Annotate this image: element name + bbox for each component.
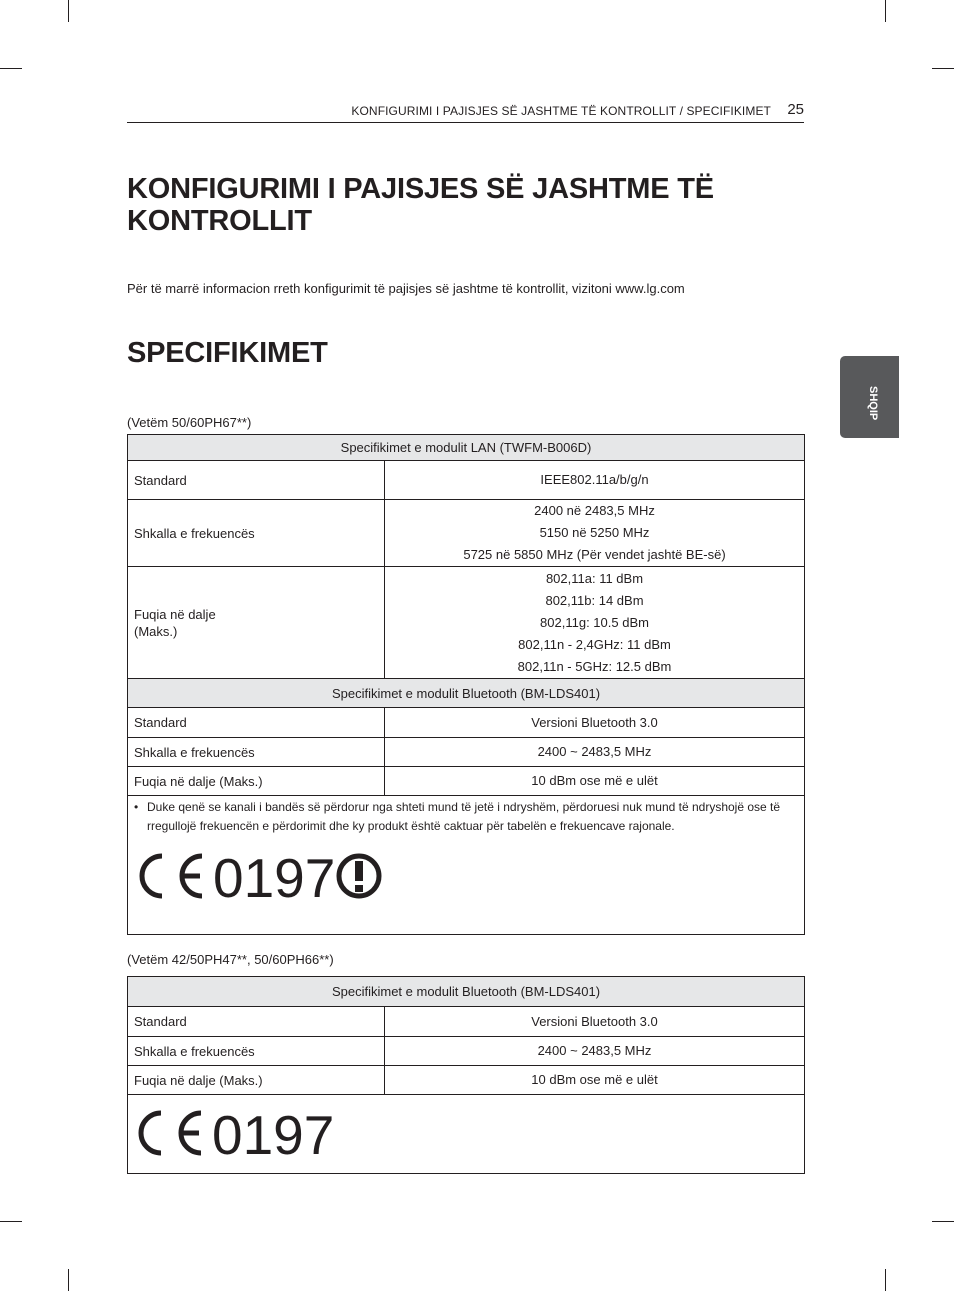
row-label: Shkalla e frekuencës (128, 500, 385, 567)
crop-mark (885, 1269, 886, 1291)
ce-mark-logo (136, 848, 391, 904)
running-header (127, 100, 804, 123)
power-value: 802,11b: 14 dBm (545, 592, 644, 608)
row-label: Fuqia në dalje (Maks.) (128, 767, 385, 796)
ce-mark-row (128, 1095, 805, 1174)
footnote-cell (128, 796, 805, 935)
table-row (128, 435, 805, 461)
row-label: Standard (128, 1007, 385, 1037)
crop-mark (932, 1221, 954, 1222)
crop-mark (0, 68, 22, 69)
bluetooth-module-header: Specifikimet e modulit Bluetooth (BM-LDS401) (128, 977, 805, 1007)
footnote-row (128, 796, 805, 935)
row-value: 10 dBm ose më e ulët (385, 1066, 805, 1095)
ce-number: 0197 (212, 1105, 335, 1161)
row-label: Fuqia në dalje (Maks.) (128, 567, 385, 679)
spec-table-2 (127, 976, 805, 1174)
ce-mark-area (134, 848, 798, 918)
language-tab (840, 356, 899, 438)
row-value: 2400 ~ 2483,5 MHz (385, 738, 805, 767)
frequency-value: 5725 në 5850 MHz (Për vendet jashtë BE-së) (463, 547, 726, 562)
page-number: 25 (787, 101, 804, 118)
regulatory-footnote: Duke qenë se kanali i bandës së përdorur nga shteti mund të jetë i ndryshëm, përdoruesi nuk mund të ndryshojë ose të rregullojë frekuencën e përdorimit dhe ky produkt është caktuar për tabelën e frekuencave rajonale. (147, 800, 781, 833)
table-row (128, 567, 805, 679)
bullet: • (134, 800, 139, 814)
table-row (128, 977, 805, 1007)
row-value: Versioni Bluetooth 3.0 (385, 1007, 805, 1037)
section-title-specifications: SPECIFIKIMET (127, 337, 328, 369)
row-value: Versioni Bluetooth 3.0 (385, 708, 805, 738)
power-value: 802,11a: 11 dBm (545, 570, 644, 586)
row-value-list (385, 500, 805, 567)
row-label: Standard (128, 461, 385, 500)
row-label: Shkalla e frekuencës (128, 1037, 385, 1066)
section-title-configuration: KONFIGURIMI I PAJISJES SË JASHTME TË KONTROLLIT (127, 173, 714, 237)
intro-text: Për të marrë informacion rreth konfigurimit të pajisjes së jashtme të kontrollit, vizitoni www.lg.com (127, 281, 685, 296)
row-label: Fuqia në dalje (Maks.) (128, 1066, 385, 1095)
language-tab-label: SHQIP (867, 386, 879, 421)
crop-mark (0, 1221, 22, 1222)
row-label: Standard (128, 708, 385, 738)
running-header-title: KONFIGURIMI I PAJISJES SË JASHTME TË KONTROLLIT / SPECIFIKIMET (351, 104, 771, 118)
table-row (128, 1066, 805, 1095)
table-row (128, 738, 805, 767)
row-value: IEEE802.11a/b/g/n (385, 461, 805, 500)
table-row (128, 500, 805, 567)
lan-module-header: Specifikimet e modulit LAN (TWFM-B006D) (128, 435, 805, 461)
spec-table-1 (127, 434, 805, 935)
bluetooth-module-header: Specifikimet e modulit Bluetooth (BM-LDS401) (128, 679, 805, 708)
table-row (128, 679, 805, 708)
table-row (128, 708, 805, 738)
ce-mark-logo (135, 1105, 345, 1161)
frequency-value: 2400 në 2483,5 MHz (534, 503, 655, 518)
row-value-list (385, 567, 805, 679)
power-value: 802,11g: 10.5 dBm (540, 614, 649, 630)
frequency-value: 5150 në 5250 MHz (539, 525, 650, 540)
row-value: 2400 ~ 2483,5 MHz (385, 1037, 805, 1066)
model-note-1: (Vetëm 50/60PH67**) (127, 415, 252, 430)
crop-mark (68, 0, 69, 22)
ce-mark-cell (128, 1095, 805, 1174)
table-row (128, 1037, 805, 1066)
table-row (128, 461, 805, 500)
row-label: Shkalla e frekuencës (128, 738, 385, 767)
power-value: 802,11n - 2,4GHz: 11 dBm (518, 636, 671, 652)
ce-number: 0197 (213, 848, 336, 904)
row-value: 10 dBm ose më e ulët (385, 767, 805, 796)
model-note-2: (Vetëm 42/50PH47**, 50/60PH66**) (127, 952, 334, 967)
crop-mark (932, 68, 954, 69)
power-value: 802,11n - 5GHz: 12.5 dBm (517, 658, 672, 674)
table-row (128, 1007, 805, 1037)
crop-mark (885, 0, 886, 22)
table-row (128, 767, 805, 796)
crop-mark (68, 1269, 69, 1291)
